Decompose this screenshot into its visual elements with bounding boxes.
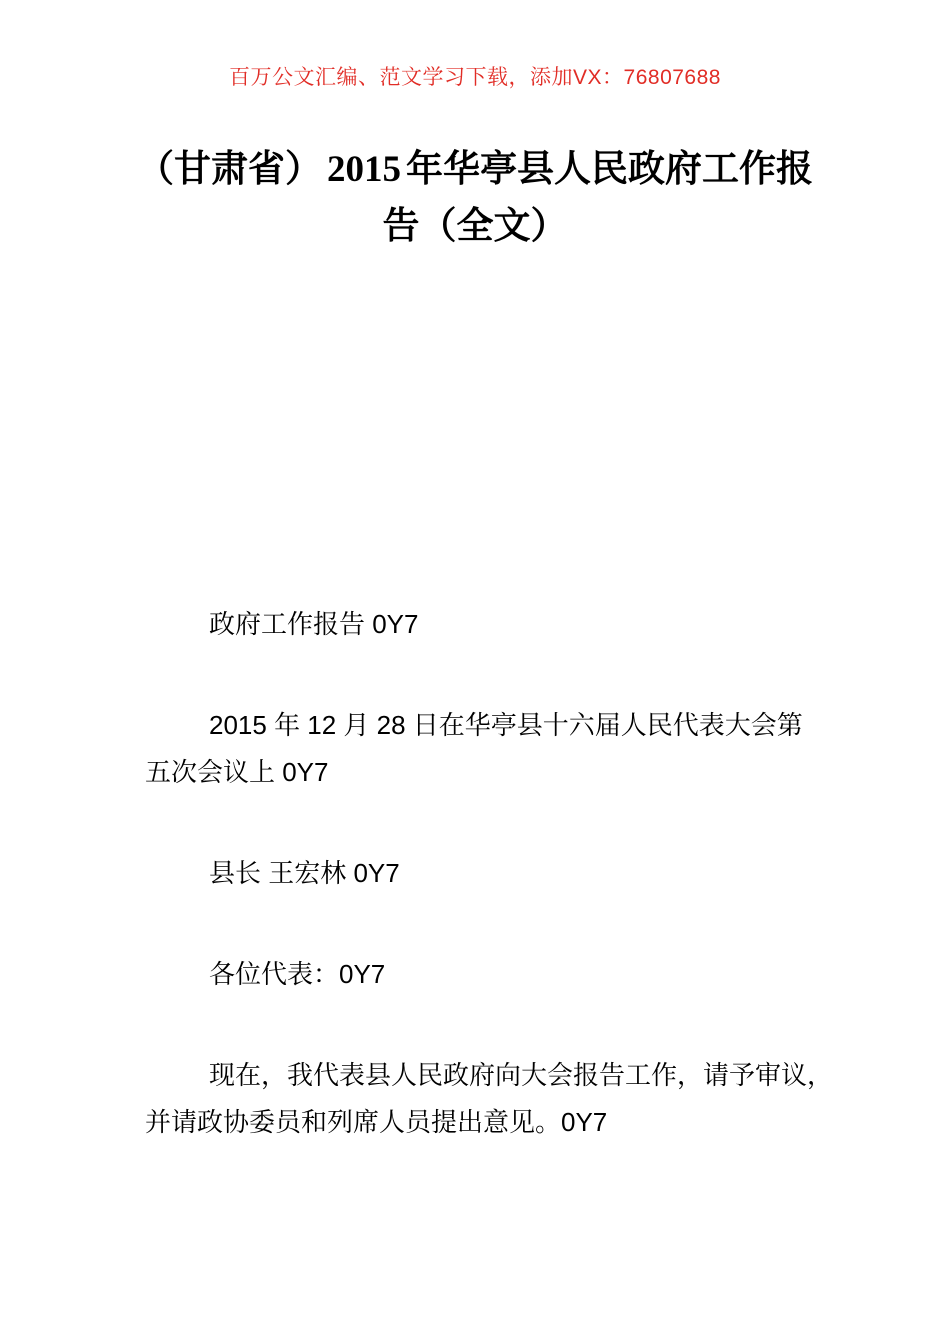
title-line-2: 告（全文） (382, 205, 568, 246)
notice-banner: 百万公文汇编、范文学习下载，添加VX：76807688 (229, 66, 721, 89)
title-line-1-suffix: 年华亭县人民政府工作报 (406, 148, 813, 189)
paragraph-speaker (145, 850, 835, 897)
text-line: 并请政协委员和列席人员提出意见。0Y7 (145, 1107, 608, 1137)
title-line-1-prefix: （甘肃省） (137, 148, 322, 189)
paragraph-opening (145, 1052, 835, 1146)
paragraph-report-label (145, 601, 835, 648)
text-line: 政府工作报告 0Y7 (209, 609, 419, 639)
text-line: 现在，我代表县人民政府向大会报告工作，请予审议， (209, 1060, 834, 1090)
document-title (60, 141, 890, 254)
title-line-1-year: 2015 (327, 149, 401, 190)
text-line: 县长 王宏林 0Y7 (209, 858, 400, 888)
paragraph-salutation (145, 951, 835, 998)
text-line: 五次会议上 0Y7 (145, 757, 329, 787)
title-line-1 (60, 141, 890, 198)
document-body (145, 601, 835, 1200)
text-line: 2015 年 12 月 28 日在华亭县十六届人民代表大会第 (209, 710, 803, 740)
paragraph-session-info (145, 702, 835, 796)
text-line: 各位代表：0Y7 (209, 959, 386, 989)
